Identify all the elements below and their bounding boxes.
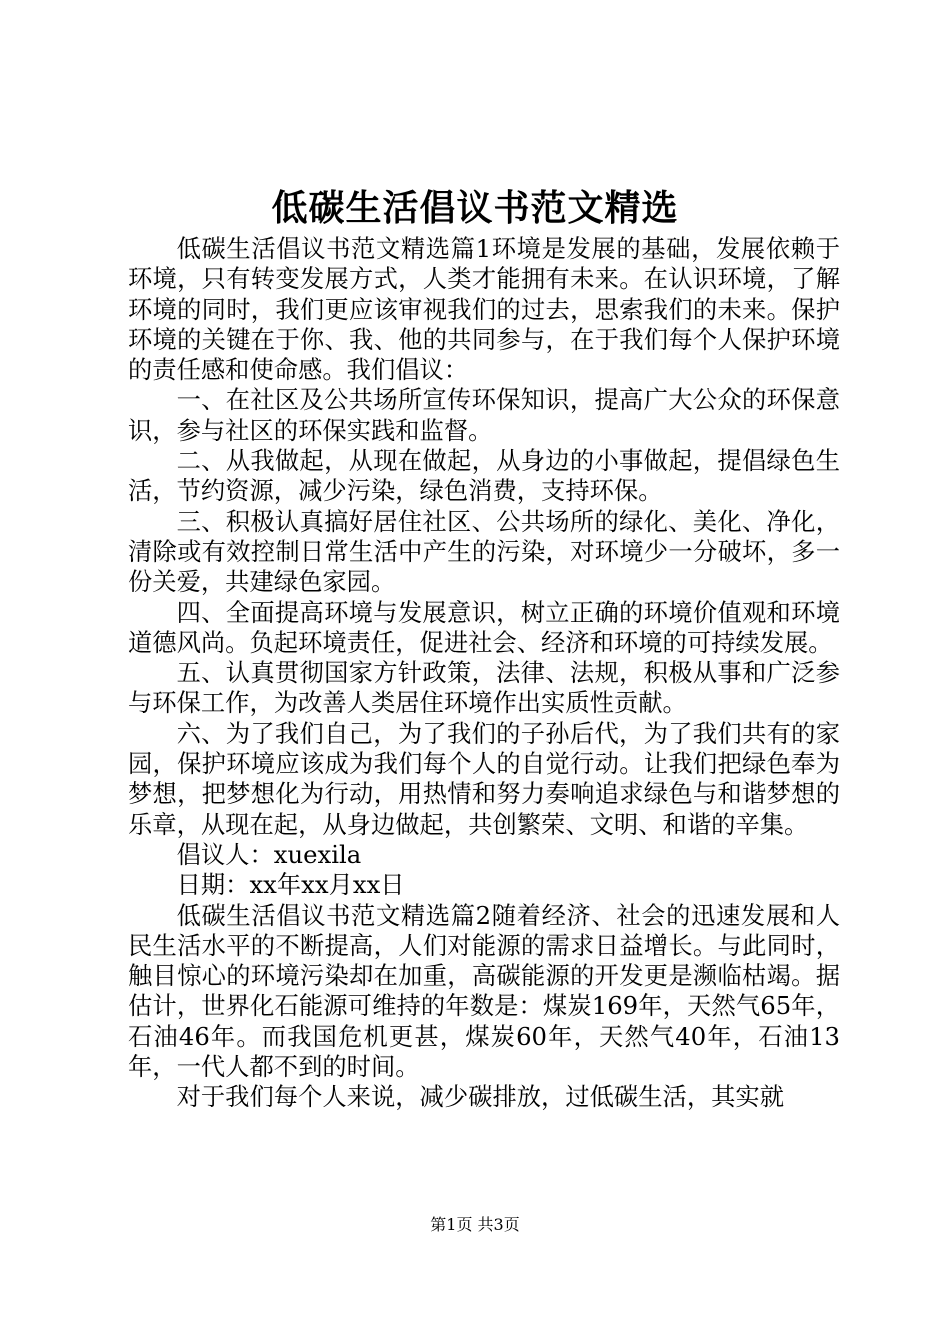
paragraph-intro: 低碳生活倡议书范文精选篇1环境是发展的基础，发展依赖于环境，只有转变发展方式，人类才能拥有未来。在认识环境，了解环境的同时，我们更应该审视我们的过去，思索我们的未来。保护环境的关键在于你、我、他的共同参与，在于我们每个人保护环境的责任感和使命感。我们倡议：	[128, 234, 840, 385]
paragraph-continued: 对于我们每个人来说，减少碳排放，过低碳生活，其实就	[176, 1082, 785, 1112]
paragraph-item-1: 一、在社区及公共场所宣传环保知识，提高广大公众的环保意识，参与社区的环保实践和监督。	[128, 385, 840, 445]
document-title: 低碳生活倡议书范文精选	[271, 187, 679, 229]
paragraph-item-2: 二、从我做起，从现在做起，从身边的小事做起，提倡绿色生活，节约资源，减少污染，绿色消费，支持环保。	[128, 446, 840, 506]
paragraph-item-3: 三、积极认真搞好居住社区、公共场所的绿化、美化、净化，清除或有效控制日常生活中产生的污染，对环境少一分破坏，多一份关爱，共建绿色家园。	[128, 506, 840, 597]
document-body	[128, 234, 840, 1113]
page-footer: 第1页 共3页	[430, 1215, 520, 1234]
paragraph-item-6: 六、为了我们自己，为了我们的子孙后代，为了我们共有的家园，保护环境应该成为我们每个人的自觉行动。让我们把绿色奉为梦想，把梦想化为行动，用热情和努力奏响追求绿色与和谐梦想的乐章，从现在起，从身边做起，共创繁荣、文明、和谐的辛集。	[128, 718, 840, 839]
date-line: 日期：xx年xx月xx日	[176, 870, 405, 900]
signatory-line: 倡议人：xuexila	[176, 839, 362, 869]
paragraph-part-2: 低碳生活倡议书范文精选篇2随着经济、社会的迅速发展和人民生活水平的不断提高，人们对能源的需求日益增长。与此同时，触目惊心的环境污染却在加重，高碳能源的开发更是濒临枯竭。据估计，世界化石能源可维持的年数是：煤炭169年，天然气65年，石油46年。而我国危机更甚，煤炭60年，天然气40年，石油13年，一代人都不到的时间。	[128, 900, 840, 1082]
paragraph-item-5: 五、认真贯彻国家方针政策，法律、法规，积极从事和广泛参与环保工作，为改善人类居住环境作出实质性贡献。	[128, 658, 840, 718]
paragraph-item-4: 四、全面提高环境与发展意识，树立正确的环境价值观和环境道德风尚。负起环境责任，促进社会、经济和环境的可持续发展。	[128, 597, 840, 657]
